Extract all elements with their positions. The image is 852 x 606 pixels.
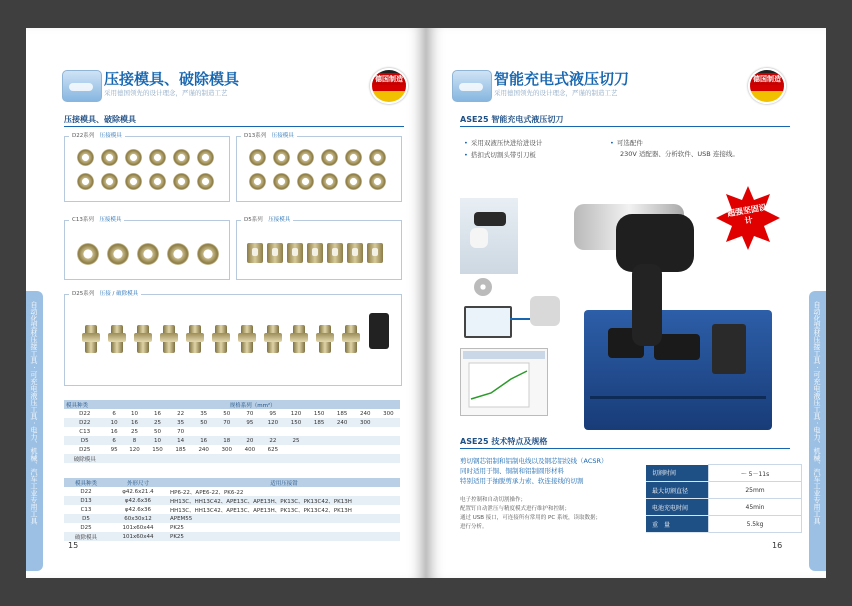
die-image (297, 173, 314, 190)
die-image (77, 173, 94, 190)
d25-die-box (64, 291, 402, 386)
die-image (307, 243, 323, 263)
side-tab-label: 自动化型材压接工具 · 可充电液压工具 · 电力、机械、汽车工业专用工具 (30, 301, 38, 525)
table-cell: APEM55 (168, 514, 400, 523)
spec-row (646, 482, 802, 499)
left-page-subtitle: 采用德国领先的设计理念，严谨的制造工艺 (104, 89, 228, 97)
compat-table (64, 478, 400, 541)
die-image (345, 149, 362, 166)
table-cell: HH13C、HH13C42、APE13C、APE13H、PK13C、PK13C42、PK13H (170, 507, 352, 514)
die-image (189, 325, 201, 353)
accessory-bullet: • 可选配件 (610, 138, 643, 147)
table-cell: C13 (80, 506, 92, 513)
cutter-handle-image (632, 264, 662, 346)
table-cell: C13 (79, 428, 91, 435)
table-row (64, 505, 400, 514)
table-cell: 60x30x12 (108, 514, 168, 523)
die-image (85, 325, 97, 353)
d22-box-tab (69, 132, 125, 141)
left-page (26, 28, 426, 578)
sturdy-design-burst (716, 186, 780, 250)
feature-item: 通过 USB 接口，可连接所有常用的 PC 系统，读取数据； (460, 515, 601, 521)
die-image (197, 149, 214, 166)
left-page-title: 压接模具、破除模具 (104, 70, 240, 88)
right-page (426, 28, 826, 578)
cutter-die-image (369, 313, 389, 349)
die-icon (62, 70, 102, 102)
table-cell: 破除模具 (64, 532, 108, 541)
spec-key: 最大切割直径 (646, 482, 709, 499)
table-header-cell: 适用压接钳 (168, 478, 400, 487)
specs-section-title: ASE25 技术特点及规格 (460, 437, 548, 446)
table-cell: 14 (169, 436, 192, 445)
spec-row (646, 465, 802, 482)
table-header-cell: 模具种类 (64, 400, 105, 409)
table-cell: D25 (79, 446, 91, 453)
c13-series-label: C13系列 (72, 217, 94, 223)
table-cell: φ42.6x36 (124, 506, 152, 513)
table-cell: 70 (215, 418, 238, 427)
spec-value: ～ 5－11s (709, 465, 802, 482)
table-cell: 10 (146, 436, 169, 445)
table-cell: φ42.6x36 (108, 496, 168, 505)
die-image (215, 325, 227, 353)
table-cell: 6 (105, 436, 123, 445)
table-row (64, 514, 400, 523)
die-image (111, 325, 123, 353)
table-header-cell: 外形尺寸 (108, 478, 168, 487)
d5-tag-label: 压接模具 (268, 217, 291, 223)
d13-box-tab (241, 132, 297, 141)
table-cell: D22 (79, 410, 91, 417)
badge-label: 德国制造 (370, 73, 408, 85)
die-image (293, 325, 305, 353)
table-cell: 10 (105, 418, 123, 427)
die-image (369, 173, 386, 190)
section-divider (460, 448, 790, 449)
table-header-cell: 模具种类 (64, 478, 108, 487)
die-image (297, 149, 314, 166)
badge-label: 德国制造 (748, 73, 786, 85)
usb-connection-diagram (460, 278, 564, 340)
burst-label: 超强坚固设计 (726, 202, 768, 226)
die-image (347, 243, 363, 263)
table-cell: 破除模具 (64, 454, 105, 463)
made-in-germany-badge (748, 68, 786, 104)
table-row (64, 445, 400, 454)
die-image (125, 173, 142, 190)
die-image (369, 149, 386, 166)
table-cell: 6 (112, 410, 116, 417)
right-page-subtitle: 采用德国领先的设计理念，严谨的制造工艺 (494, 89, 618, 97)
section-divider (460, 126, 790, 127)
table-cell: 25 (130, 428, 138, 435)
description-line: 剪切钢芯铝制和铝制电线以及钢芯铝绞线（ACSR） (460, 457, 608, 465)
table-row (64, 454, 400, 463)
table-cell (377, 418, 400, 427)
table-cell: D5 (64, 436, 105, 445)
die-image (345, 325, 357, 353)
right-page-title: 智能充电式液压切刀 (494, 70, 630, 88)
right-side-tab (809, 291, 826, 571)
table-row (64, 487, 400, 496)
c13-die-box (64, 217, 230, 280)
table-cell: 185 (336, 410, 348, 417)
table-row (64, 496, 400, 505)
die-image (173, 173, 190, 190)
die-image (273, 149, 290, 166)
die-image (101, 173, 118, 190)
table-cell: 25 (146, 418, 169, 427)
die-image (367, 243, 383, 263)
spec-key: 电池充电时间 (646, 499, 709, 516)
d22-tag-label: 压接模具 (99, 133, 122, 139)
die-image (107, 243, 129, 265)
description-line: 同时适用于铜、铜制和铝制圆形材料 (460, 467, 564, 475)
table-cell: 101x60x44 (122, 524, 154, 531)
table-cell: 240 (359, 410, 371, 417)
table-cell: 50 (192, 418, 215, 427)
d13-tag-label: 压接模具 (271, 133, 294, 139)
table-row (64, 409, 400, 418)
table-cell: D13 (64, 496, 108, 505)
carrying-case-image (584, 310, 772, 430)
table-cell: D5 (64, 514, 108, 523)
d5-box-tab (241, 216, 293, 225)
left-side-tab (26, 291, 43, 571)
table-header-cell: 规格系列（mm²） (105, 400, 400, 409)
table-cell: 70 (246, 410, 254, 417)
table-cell: D25 (80, 524, 92, 531)
table-cell: 150 (284, 418, 307, 427)
table-row (64, 427, 400, 436)
d5-die-box (236, 217, 402, 280)
accessory-list: 230V 适配器、分析软件、USB 连接线。 (620, 150, 739, 158)
description-line: 特别适用于抽脱剪承力索、软连接线的切割 (460, 477, 584, 485)
table-cell: 10 (130, 410, 138, 417)
table-cell: 16 (154, 410, 162, 417)
die-image (273, 173, 290, 190)
d25-series-label: D25系列 (72, 291, 95, 297)
table-row (64, 523, 400, 532)
table-cell: 25 (284, 436, 307, 445)
spec-value: 45min (709, 499, 802, 516)
section-divider (64, 126, 404, 127)
d13-series-label: D13系列 (244, 133, 267, 139)
die-image (345, 173, 362, 190)
die-image (267, 325, 279, 353)
product-section-title: ASE25 智能充电式液压切刀 (460, 115, 564, 124)
feature-item: 电子控制和自动切割操作； (460, 497, 527, 503)
die-image (137, 243, 159, 265)
die-image (267, 243, 283, 263)
c13-box-tab (69, 216, 124, 225)
cutter-body-image (616, 214, 694, 272)
table-cell: 20 (238, 436, 261, 445)
software-screenshot (460, 348, 548, 416)
table-cell: 150 (152, 446, 163, 453)
die-image (321, 149, 338, 166)
table-cell: HP6-22、APE6-22、PK6-22 (170, 489, 244, 496)
table-header (64, 478, 400, 487)
table-cell: 16 (123, 418, 146, 427)
table-cell: D22 (80, 488, 92, 495)
table-cell: HH13C、HH13C42、APE13C、APE13H、PK13C、PK13C42、PK13H (168, 496, 400, 505)
operator-photo (460, 198, 518, 274)
table-cell: 120 (129, 446, 140, 453)
table-cell: 400 (244, 446, 256, 453)
die-image (77, 243, 99, 265)
table-cell: 150 (313, 410, 325, 417)
c13-tag-label: 压接模具 (99, 217, 122, 223)
table-row (64, 418, 400, 427)
spec-row (646, 499, 802, 516)
spec-table (646, 464, 802, 533)
feature-bullet: • 采用双液压快进给进设计 (464, 138, 542, 147)
table-cell: 185 (308, 418, 331, 427)
die-image (241, 325, 253, 353)
table-cell: 625 (267, 446, 279, 453)
spec-row (646, 516, 802, 533)
die-image (321, 173, 338, 190)
table-cell: PK25 (168, 532, 400, 541)
spec-value: 25mm (709, 482, 802, 499)
die-image (287, 243, 303, 263)
table-row (64, 436, 400, 445)
d13-die-box (236, 133, 402, 202)
table-cell: 16 (110, 428, 118, 435)
size-table (64, 400, 400, 463)
table-cell: PK25 (170, 524, 184, 531)
table-cell: 16 (192, 436, 215, 445)
table-cell: 8 (123, 436, 146, 445)
d22-series-label: D22系列 (72, 133, 95, 139)
d25-box-tab (69, 290, 141, 299)
left-section-title: 压接模具、破除模具 (64, 115, 136, 124)
die-image (319, 325, 331, 353)
feature-item: 配置钉自动泄压与精度模式进行维护和控制； (460, 506, 571, 512)
table-cell: 50 (154, 428, 162, 435)
table-cell: D22 (64, 418, 105, 427)
die-image (163, 325, 175, 353)
spec-key: 切割时间 (646, 465, 709, 482)
die-image (247, 243, 263, 263)
d22-die-box (64, 133, 230, 202)
spec-value: 5.5kg (709, 516, 802, 533)
table-cell: 240 (331, 418, 354, 427)
die-image (197, 243, 219, 265)
table-cell: 35 (169, 418, 192, 427)
d5-series-label: D5系列 (244, 217, 263, 223)
table-cell: 120 (261, 418, 284, 427)
page-number: 15 (68, 541, 79, 550)
table-cell: 18 (215, 436, 238, 445)
die-image (327, 243, 343, 263)
die-image (197, 173, 214, 190)
table-cell: 95 (238, 418, 261, 427)
die-image (167, 243, 189, 265)
table-header (64, 400, 400, 409)
die-image (149, 173, 166, 190)
table-cell: 22 (261, 436, 284, 445)
spec-key: 重 量 (646, 516, 709, 533)
analysis-graph (461, 349, 547, 415)
table-cell: 22 (177, 410, 185, 417)
feature-bullet: • 搭扣式切割头带引刀板 (464, 150, 536, 159)
die-image (249, 173, 266, 190)
table-cell: 50 (223, 410, 231, 417)
page-number: 16 (772, 541, 783, 550)
table-cell: 101x60x44 (108, 532, 168, 541)
table-cell: 300 (221, 446, 233, 453)
die-image (125, 149, 142, 166)
table-cell: 120 (290, 410, 302, 417)
table-cell: 70 (177, 428, 185, 435)
table-cell: 300 (383, 410, 394, 417)
die-image (173, 149, 190, 166)
side-tab-label: 自动化型材压接工具 · 可充电液压工具 · 电力、机械、汽车工业专用工具 (813, 301, 821, 525)
table-row (64, 532, 400, 541)
table-cell: 95 (269, 410, 277, 417)
table-cell: 95 (110, 446, 118, 453)
table-cell: 240 (198, 446, 209, 453)
die-image (149, 149, 166, 166)
feature-item: 进行分析。 (460, 524, 488, 530)
d25-tag-label: 压接 / 破除模具 (99, 291, 139, 297)
die-image (77, 149, 94, 166)
cutter-icon (452, 70, 492, 102)
die-image (137, 325, 149, 353)
table-cell: φ42.6x21.4 (122, 488, 154, 495)
table-cell: 300 (354, 418, 377, 427)
die-image (249, 149, 266, 166)
made-in-germany-badge (370, 68, 408, 104)
table-cell: 185 (175, 446, 186, 453)
die-image (101, 149, 118, 166)
table-cell: 35 (200, 410, 208, 417)
